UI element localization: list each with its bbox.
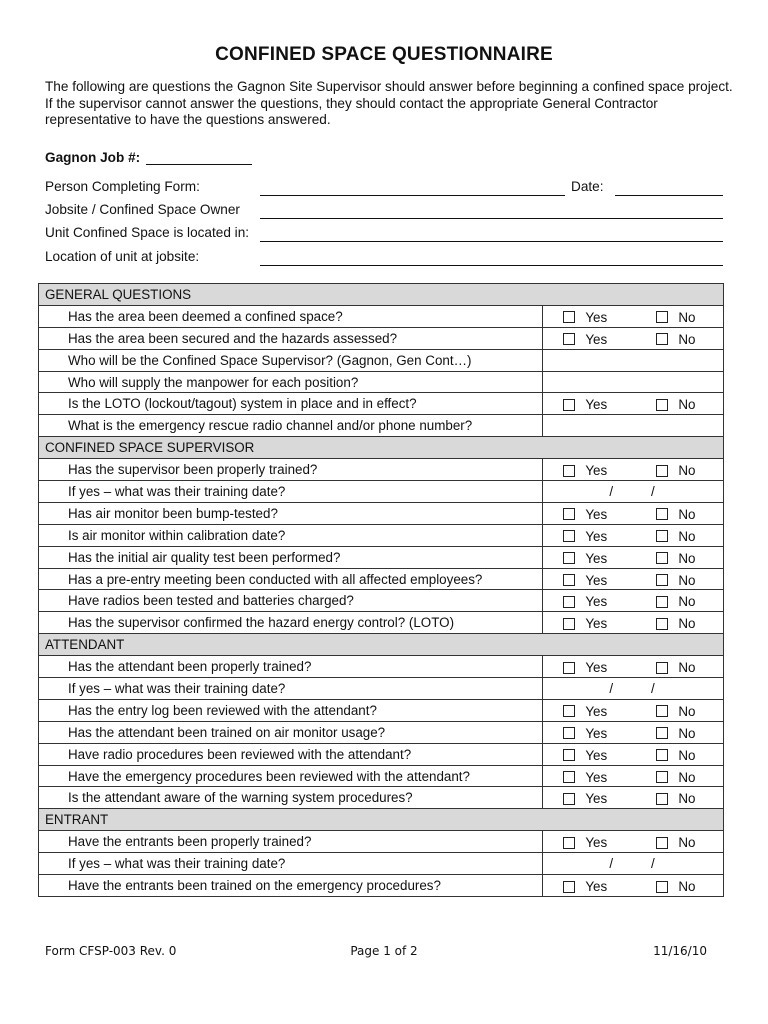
date-input-cell[interactable] xyxy=(543,481,724,503)
yes-checkbox[interactable] xyxy=(563,552,575,564)
table-row xyxy=(39,743,724,765)
yes-label: Yes xyxy=(585,791,608,807)
table-row xyxy=(39,481,724,503)
date-input-cell[interactable] xyxy=(543,853,724,875)
table-row xyxy=(39,524,724,546)
yes-label: Yes xyxy=(585,616,608,632)
question-text: Has the area been secured and the hazards assessed? xyxy=(39,327,543,349)
table-row xyxy=(39,590,724,612)
job-number-field xyxy=(45,149,252,165)
yes-label: Yes xyxy=(585,769,608,785)
table-row xyxy=(39,327,724,349)
date-separator: / xyxy=(609,856,614,872)
yes-label: Yes xyxy=(585,463,608,479)
answer-cell xyxy=(543,787,724,809)
answer-input-cell[interactable] xyxy=(543,415,724,437)
table-row xyxy=(39,721,724,743)
owner-row xyxy=(45,202,725,220)
yes-checkbox[interactable] xyxy=(563,618,575,630)
table-row xyxy=(39,393,724,415)
no-label: No xyxy=(678,309,696,325)
owner-input[interactable] xyxy=(260,218,723,219)
no-checkbox[interactable] xyxy=(656,552,668,564)
no-checkbox[interactable] xyxy=(656,881,668,893)
no-checkbox[interactable] xyxy=(656,333,668,345)
no-label: No xyxy=(678,550,696,566)
yes-checkbox[interactable] xyxy=(563,574,575,586)
no-label: No xyxy=(678,660,696,676)
answer-cell xyxy=(543,590,724,612)
question-text: Has the area been deemed a confined space? xyxy=(39,305,543,327)
answer-cell xyxy=(543,699,724,721)
no-checkbox[interactable] xyxy=(656,727,668,739)
question-text: If yes – what was their training date? xyxy=(39,481,543,503)
yes-label: Yes xyxy=(585,594,608,610)
table-row xyxy=(39,371,724,393)
answer-cell xyxy=(543,656,724,678)
yes-checkbox[interactable] xyxy=(563,530,575,542)
date-separator: / xyxy=(609,484,614,500)
yes-checkbox[interactable] xyxy=(563,749,575,761)
job-number-label: Gagnon Job #: xyxy=(45,150,141,165)
yes-checkbox[interactable] xyxy=(563,465,575,477)
no-label: No xyxy=(678,506,696,522)
yes-label: Yes xyxy=(585,747,608,763)
table-row xyxy=(39,502,724,524)
table-row xyxy=(39,853,724,875)
location-row xyxy=(45,249,725,267)
question-text: Has the attendant been trained on air monitor usage? xyxy=(39,721,543,743)
job-number-input[interactable] xyxy=(146,149,252,165)
yes-checkbox[interactable] xyxy=(563,771,575,783)
owner-label: Jobsite / Confined Space Owner xyxy=(45,202,240,217)
yes-label: Yes xyxy=(585,309,608,325)
table-row xyxy=(39,699,724,721)
question-text: Is air monitor within calibration date? xyxy=(39,524,543,546)
no-checkbox[interactable] xyxy=(656,399,668,411)
table-row xyxy=(39,459,724,481)
no-checkbox[interactable] xyxy=(656,793,668,805)
no-checkbox[interactable] xyxy=(656,837,668,849)
yes-checkbox[interactable] xyxy=(563,596,575,608)
no-label: No xyxy=(678,725,696,741)
answer-cell xyxy=(543,546,724,568)
answer-cell xyxy=(543,327,724,349)
yes-checkbox[interactable] xyxy=(563,311,575,323)
question-text: If yes – what was their training date? xyxy=(39,853,543,875)
section-attendant: ATTENDANT xyxy=(39,634,724,656)
yes-checkbox[interactable] xyxy=(563,662,575,674)
question-text: Who will be the Confined Space Supervisor? (Gagnon, Gen Cont…) xyxy=(39,349,543,371)
yes-label: Yes xyxy=(585,725,608,741)
person-input[interactable] xyxy=(260,195,565,196)
table-row xyxy=(39,875,724,897)
location-input[interactable] xyxy=(260,265,723,266)
question-text: Who will supply the manpower for each position? xyxy=(39,371,543,393)
section-general: GENERAL QUESTIONS xyxy=(39,284,724,306)
yes-label: Yes xyxy=(585,550,608,566)
date-separator: / xyxy=(609,681,614,697)
table-row xyxy=(39,568,724,590)
question-text: Have the entrants been trained on the emergency procedures? xyxy=(39,875,543,897)
question-text: Have radios been tested and batteries charged? xyxy=(39,590,543,612)
table-row xyxy=(39,678,724,700)
no-label: No xyxy=(678,791,696,807)
table-row xyxy=(39,656,724,678)
date-input[interactable] xyxy=(615,195,723,196)
no-checkbox[interactable] xyxy=(656,508,668,520)
question-text: Is the LOTO (lockout/tagout) system in place and in effect? xyxy=(39,393,543,415)
yes-label: Yes xyxy=(585,660,608,676)
yes-label: Yes xyxy=(585,835,608,851)
question-text: Is the attendant aware of the warning system procedures? xyxy=(39,787,543,809)
table-row xyxy=(39,349,724,371)
page-title: CONFINED SPACE QUESTIONNAIRE xyxy=(215,44,553,65)
answer-input-cell[interactable] xyxy=(543,349,724,371)
section-entrant: ENTRANT xyxy=(39,809,724,831)
yes-label: Yes xyxy=(585,397,608,413)
intro-paragraph: The following are questions the Gagnon Site Supervisor should answer before beginning a confined space project. If the supervisor cannot answer the questions, they should contact the appropriate General Contractor representative to have the questions answered. xyxy=(45,79,733,127)
no-checkbox[interactable] xyxy=(656,574,668,586)
yes-checkbox[interactable] xyxy=(563,793,575,805)
no-label: No xyxy=(678,835,696,851)
no-checkbox[interactable] xyxy=(656,596,668,608)
question-text: If yes – what was their training date? xyxy=(39,678,543,700)
yes-checkbox[interactable] xyxy=(563,333,575,345)
no-label: No xyxy=(678,331,696,347)
no-label: No xyxy=(678,747,696,763)
no-checkbox[interactable] xyxy=(656,771,668,783)
yes-checkbox[interactable] xyxy=(563,727,575,739)
question-text: Have the emergency procedures been reviewed with the attendant? xyxy=(39,765,543,787)
yes-label: Yes xyxy=(585,703,608,719)
answer-cell xyxy=(543,743,724,765)
no-label: No xyxy=(678,769,696,785)
answer-cell xyxy=(543,765,724,787)
questionnaire-table xyxy=(38,283,724,897)
yes-checkbox[interactable] xyxy=(563,508,575,520)
question-text: Have radio procedures been reviewed with the attendant? xyxy=(39,743,543,765)
location-label: Location of unit at jobsite: xyxy=(45,249,200,264)
answer-cell xyxy=(543,568,724,590)
answer-cell xyxy=(543,524,724,546)
no-checkbox[interactable] xyxy=(656,311,668,323)
table-row xyxy=(39,787,724,809)
question-text: Has the initial air quality test been performed? xyxy=(39,546,543,568)
footer-form-number: Form CFSP-003 Rev. 0 xyxy=(45,944,177,958)
no-label: No xyxy=(678,528,696,544)
answer-input-cell[interactable] xyxy=(543,371,724,393)
no-label: No xyxy=(678,879,696,894)
question-text: Have the entrants been properly trained? xyxy=(39,831,543,853)
date-label: Date: xyxy=(571,179,604,194)
question-text: Has the attendant been properly trained? xyxy=(39,656,543,678)
footer-page-number: Page 1 of 2 xyxy=(350,944,418,958)
no-checkbox[interactable] xyxy=(656,705,668,717)
no-label: No xyxy=(678,703,696,719)
table-row xyxy=(39,415,724,437)
date-separator: / xyxy=(651,484,655,500)
date-separator: / xyxy=(651,681,655,697)
table-row xyxy=(39,831,724,853)
question-text: Has the supervisor confirmed the hazard energy control? (LOTO) xyxy=(39,612,543,634)
yes-checkbox[interactable] xyxy=(563,837,575,849)
table-row xyxy=(39,765,724,787)
question-text: Has the supervisor been properly trained? xyxy=(39,459,543,481)
answer-cell xyxy=(543,459,724,481)
question-text: Has air monitor been bump-tested? xyxy=(39,502,543,524)
yes-label: Yes xyxy=(585,506,608,522)
no-label: No xyxy=(678,397,696,413)
answer-cell xyxy=(543,721,724,743)
person-row xyxy=(45,179,725,197)
answer-cell xyxy=(543,612,724,634)
yes-label: Yes xyxy=(585,528,608,544)
yes-checkbox[interactable] xyxy=(563,705,575,717)
yes-label: Yes xyxy=(585,331,608,347)
no-label: No xyxy=(678,616,696,632)
section-supervisor: CONFINED SPACE SUPERVISOR xyxy=(39,437,724,459)
footer-date: 11/16/10 xyxy=(653,944,707,958)
unit-label: Unit Confined Space is located in: xyxy=(45,225,250,240)
table-row xyxy=(39,546,724,568)
date-input-cell[interactable] xyxy=(543,678,724,700)
no-label: No xyxy=(678,463,696,479)
date-separator: / xyxy=(651,856,655,872)
answer-cell xyxy=(543,393,724,415)
yes-checkbox[interactable] xyxy=(563,399,575,411)
answer-cell xyxy=(543,305,724,327)
table-row xyxy=(39,612,724,634)
no-checkbox[interactable] xyxy=(656,530,668,542)
yes-checkbox[interactable] xyxy=(563,881,575,893)
person-label: Person Completing Form: xyxy=(45,179,200,194)
question-text: Has a pre-entry meeting been conducted with all affected employees? xyxy=(39,568,543,590)
no-checkbox[interactable] xyxy=(656,662,668,674)
question-text: Has the entry log been reviewed with the attendant? xyxy=(39,699,543,721)
no-checkbox[interactable] xyxy=(656,465,668,477)
answer-cell xyxy=(543,502,724,524)
unit-row xyxy=(45,225,725,243)
no-checkbox[interactable] xyxy=(656,618,668,630)
no-label: No xyxy=(678,594,696,610)
yes-label: Yes xyxy=(585,879,608,894)
unit-input[interactable] xyxy=(260,241,723,242)
yes-label: Yes xyxy=(585,572,608,588)
answer-cell xyxy=(543,875,724,897)
answer-cell xyxy=(543,831,724,853)
question-text: What is the emergency rescue radio channel and/or phone number? xyxy=(39,415,543,437)
no-label: No xyxy=(678,572,696,588)
no-checkbox[interactable] xyxy=(656,749,668,761)
table-row xyxy=(39,305,724,327)
